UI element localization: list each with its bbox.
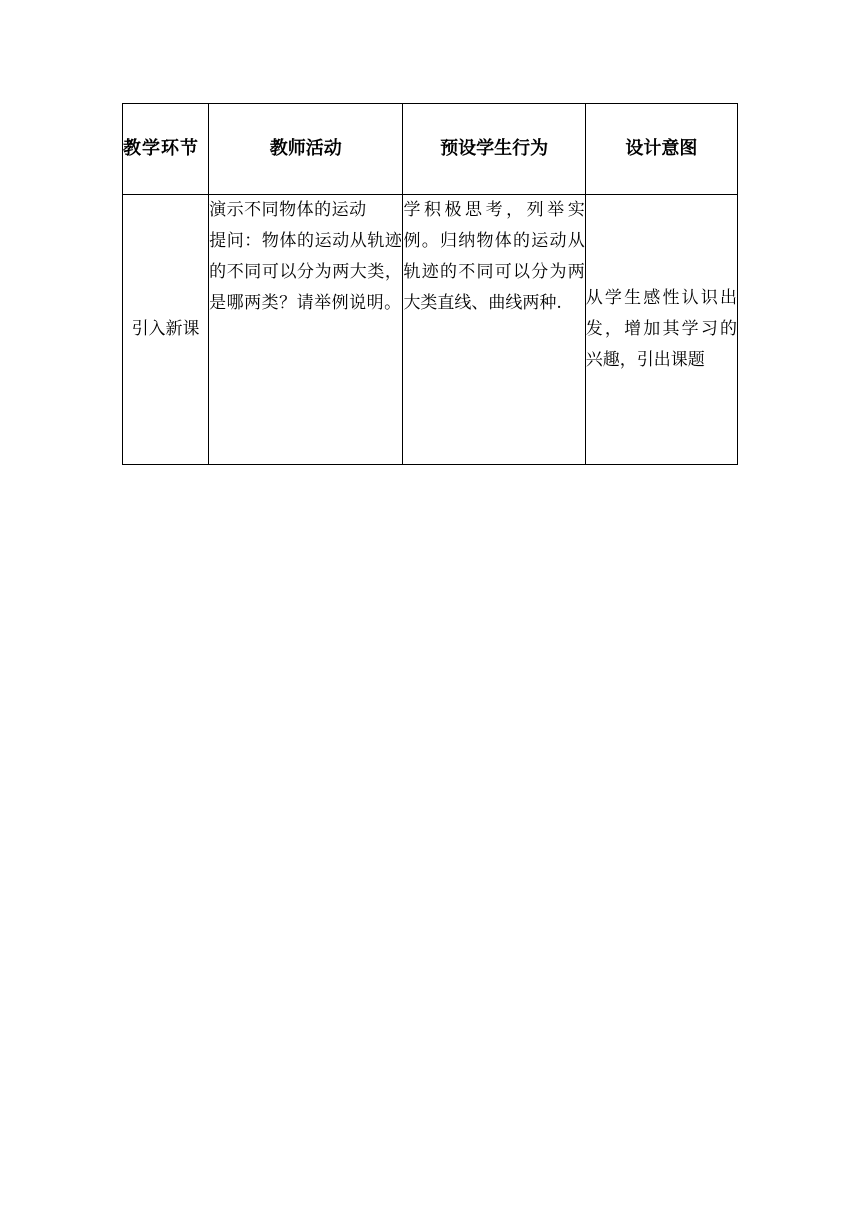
header-stage: 教学环节	[123, 104, 209, 195]
table-row	[123, 195, 738, 465]
teacher-question-text: 提问：物体的运动从轨迹的不同可以分为两大类，是哪两类？请举例说明。	[209, 231, 403, 313]
table-header-row	[123, 104, 738, 195]
header-teacher-activity: 教师活动	[209, 104, 403, 195]
lesson-plan-table	[122, 103, 738, 465]
header-student-behavior: 预设学生行为	[403, 104, 585, 195]
cell-stage	[123, 195, 209, 465]
cell-teacher-activity	[209, 195, 403, 465]
cell-student-behavior	[403, 195, 585, 465]
cell-design-intent	[585, 195, 737, 465]
design-intent-text: 从学生感性认识出发，增加其学习的兴趣，引出课题	[585, 288, 737, 370]
header-design-intent: 设计意图	[585, 104, 737, 195]
stage-text: 引入新课	[131, 319, 200, 339]
student-behavior-text: 学积极思考，列举实例。归纳物体的运动从轨迹的不同可以分为两大类直线、曲线两种.	[403, 200, 585, 313]
teacher-demo-text: 演示不同物体的运动	[209, 200, 367, 220]
